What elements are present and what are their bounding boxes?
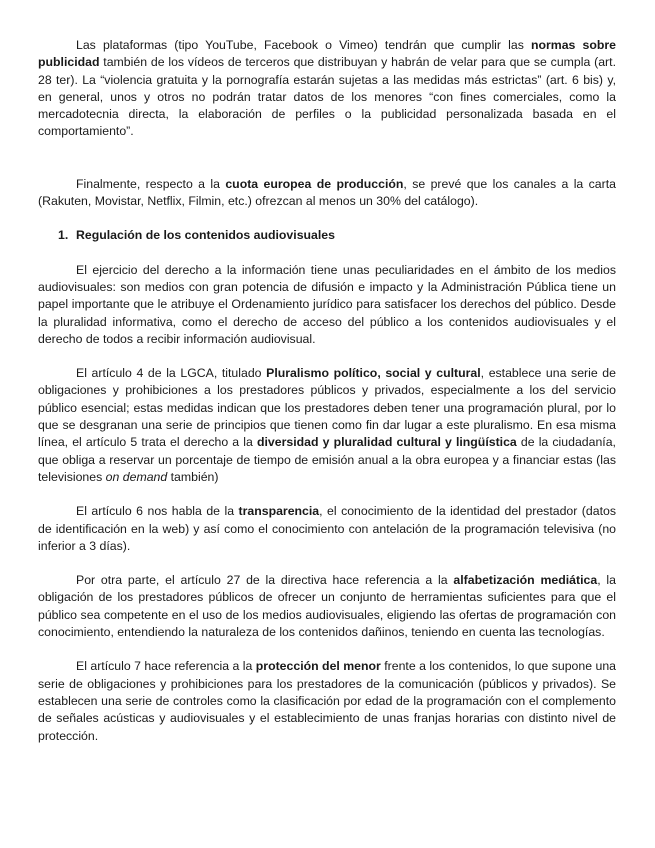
bold-term: diversidad y pluralidad cultural y lingüística (256, 435, 517, 450)
paragraph-right-to-information: El ejercicio del derecho a la información tiene unas peculiaridades en el ámbito de los medios audiovisuales: son medios con gran potencia de difusión e impacto y la Administración Pública tiene un papel importante que le atribuye el Ordenamiento jurídico para satisfacer los derechos del público. Desde la pluralidad informativa, como el derecho de acceso del público a los contenidos audiovisuales y el derecho de todos a recibir información audiovisual. (38, 262, 616, 346)
paragraph-pluralism: El artículo 4 de la LGCA, titulado Pluralismo político, social y cultural, establece una serie de obligaciones y prohibiciones a los prestadores públicos y privados, especialmente a los del servicio público esencial; estas medidas indican que los prestadores deben tener una programación plural, por lo que se desgranan una serie de principios que tienen como fin dar lugar a este pluralismo. En esa misma línea, el artículo 5 trata el derecho a la diversidad y pluralidad cultural y lingüística de la ciudadanía, que obliga a reservar un porcentaje de tiempo de emisión anual a la obra europea y a financiar estas (las televisiones on demand también) (38, 366, 616, 484)
heading-text: Regulación de los contenidos audiovisuales (76, 228, 335, 243)
paragraph-transparency: El artículo 6 nos habla de la transparencia, el conocimiento de la identidad del prestador (datos de identificación en la web) y así como el conocimiento con antelación de la programación televisiva (no inferior a 3 días). (38, 504, 616, 553)
document-page (38, 37, 616, 745)
paragraph-production-quota: Finalmente, respecto a la cuota europea de producción, se prevé que los canales a la carta (Rakuten, Movistar, Netflix, Filmin, etc.) ofrezcan al menos un 30% del catálogo). (38, 176, 616, 209)
paragraph-media-literacy: Por otra parte, el artículo 27 de la directiva hace referencia a la alfabetización mediática, la obligación de los prestadores públicos de ofrecer un conjunto de herramientas suficientes para que el público sea competente en el uso de los medios audiovisuales, eligiendo las ofertas de programación con conocimiento, entendiendo la naturaleza de los contenidos dañinos, teniendo en cuenta las tecnologías. (38, 573, 616, 640)
bold-term: Pluralismo político, social y cultural (266, 366, 481, 381)
bold-term: alfabetización mediática (453, 573, 598, 588)
heading-number: 1. (58, 228, 69, 243)
paragraph-minor-protection: El artículo 7 hace referencia a la protección del menor frente a los contenidos, lo que supone una serie de obligaciones y prohibiciones para los prestadores de la comunicación (públicos y privados). Se establecen una serie de controles como la clasificación por edad de la programación con el complemento de señales acústicas y audiovisuales y el establecimiento de unas franjas horarias con distinto nivel de protección. (38, 659, 617, 743)
paragraph-platforms: Las plataformas (tipo YouTube, Facebook o Vimeo) tendrán que cumplir las normas sobre publicidad también de los vídeos de terceros que distribuyan y habrán de velar para que se cumpla (art. 28 ter). La “violencia gratuita y la pornografía estarán sujetas a las medidas más estrictas” (art. 6 bis) y, en general, unos y otros no podrán tratar datos de los menores “con fines comerciales, como la mercadotecnia directa, la elaboración de perfiles o la publicidad personalizada basada en el comportamiento”. (38, 38, 616, 139)
bold-term: protección del menor (255, 659, 381, 674)
section-heading (38, 227, 616, 244)
italic-term: on demand (105, 469, 168, 484)
bold-term: normas sobre publicidad (38, 38, 616, 70)
bold-term: transparencia (238, 504, 320, 519)
bold-term: cuota europea de producción (225, 176, 404, 191)
